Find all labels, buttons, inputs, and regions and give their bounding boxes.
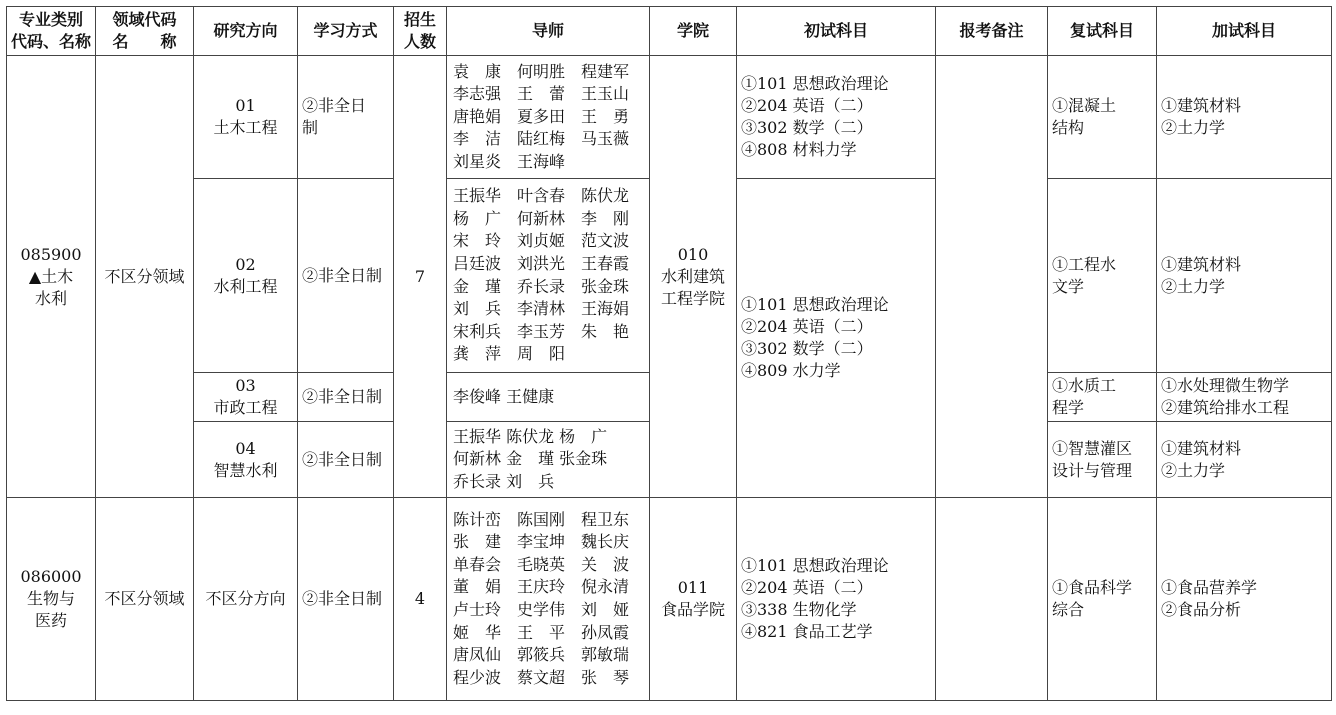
text-line: 招生	[403, 10, 436, 29]
text-line: 01	[235, 96, 256, 115]
text-line: ②非全日	[302, 96, 367, 115]
text-line: 董 娟 王庆玲 倪永清	[453, 577, 630, 597]
extra-cell	[1157, 422, 1332, 498]
text-line: 宋 玲 刘贞姬 范文波	[453, 231, 630, 251]
mode-cell	[298, 422, 394, 498]
text-line: 制	[302, 118, 319, 137]
text-line: ②204 英语（二）	[741, 578, 873, 597]
text-line: 专业类别	[18, 10, 83, 29]
text-line: 宋利兵 李玉芳 朱 艳	[453, 321, 630, 341]
text-line: 唐艳娟 夏多田 王 勇	[453, 106, 630, 126]
text-line: ②建筑给排水工程	[1161, 398, 1290, 417]
direction-cell	[194, 179, 298, 373]
exam2-cell	[1048, 498, 1157, 701]
extra-cell	[1157, 498, 1332, 701]
exam2-cell	[1048, 422, 1157, 498]
tutor-cell	[447, 422, 650, 498]
text-line: 杨 广 何新林 李 刚	[453, 208, 630, 228]
text-line: 程少波 蔡文超 张 琴	[453, 667, 630, 687]
mode-cell	[298, 56, 394, 179]
text-line: ②非全日制	[302, 387, 383, 406]
text-line: ②食品分析	[1161, 600, 1242, 619]
extra-cell	[1157, 56, 1332, 179]
text-line: 王振华 陈伏龙 杨 广	[453, 426, 608, 446]
direction-cell	[194, 422, 298, 498]
text-line: 吕廷波 刘洪光 王春霞	[453, 253, 630, 273]
text-line: ②非全日制	[302, 449, 383, 469]
text-line: ②204 英语（二）	[741, 96, 873, 115]
text-line: 刘 兵 李清林 王海娟	[453, 299, 630, 319]
table-row	[7, 498, 1332, 701]
remark-cell	[936, 498, 1048, 701]
text-line: ①混凝土	[1052, 96, 1117, 115]
text-line: 金 瑾 乔长录 张金珠	[453, 276, 630, 296]
text-line: 陈计峦 陈国刚 程卫东	[453, 509, 630, 529]
header-exam1: 初试科目	[737, 7, 936, 56]
text-line: ④808 材料力学	[741, 140, 857, 159]
tutor-cell	[447, 56, 650, 179]
header-college: 学院	[650, 7, 737, 56]
exam2-cell	[1048, 373, 1157, 422]
tutor-cell	[447, 498, 650, 701]
text-line: 04	[235, 438, 256, 458]
text-line: 文学	[1052, 276, 1085, 296]
mode-cell: ②非全日制	[298, 498, 394, 701]
text-line: ③302 数学（二）	[741, 118, 873, 137]
text-line: ▲土木	[28, 266, 74, 286]
text-line: ③338 生物化学	[741, 600, 857, 619]
quota-cell: 7	[394, 56, 447, 498]
remark-cell	[936, 56, 1048, 498]
text-line: 011	[677, 578, 709, 597]
text-line: ①智慧灌区	[1052, 438, 1133, 458]
text-line: 人数	[403, 32, 436, 51]
header-quota	[394, 7, 447, 56]
text-line: 02	[235, 254, 256, 274]
text-line: 智慧水利	[213, 460, 278, 480]
text-line: 水利建筑	[660, 266, 725, 286]
tutor-cell	[447, 179, 650, 373]
field-cell: 不区分领域	[96, 56, 194, 498]
text-line: 设计与管理	[1052, 460, 1133, 480]
text-line: 唐凤仙 郭筱兵 郭敏瑞	[453, 645, 630, 665]
exam1-cell	[737, 179, 936, 498]
header-row	[7, 7, 1332, 56]
text-line: 结构	[1052, 118, 1085, 137]
extra-cell	[1157, 179, 1332, 373]
text-line: 工程学院	[660, 288, 725, 308]
text-line: 食品学院	[660, 600, 725, 619]
header-remark: 报考备注	[936, 7, 1048, 56]
text-line: 市政工程	[213, 398, 278, 417]
text-line: ①101 思想政治理论	[741, 295, 889, 314]
text-line: 程学	[1052, 398, 1085, 417]
text-line: ①建筑材料	[1161, 254, 1242, 274]
direction-cell	[194, 56, 298, 179]
college-cell	[650, 498, 737, 701]
text-line: ②土力学	[1161, 276, 1226, 296]
direction-cell: 不区分方向	[194, 498, 298, 701]
text-line: 李俊峰 王健康	[453, 386, 555, 406]
header-field	[96, 7, 194, 56]
text-line: 乔长录 刘 兵	[453, 471, 555, 491]
text-line: 单春会 毛晓英 关 波	[453, 554, 630, 574]
text-line: ③302 数学（二）	[741, 339, 873, 358]
text-line: 03	[235, 376, 256, 395]
text-line: 李志强 王 蕾 王玉山	[453, 84, 630, 104]
text-line: 刘星炎 王海峰	[453, 151, 566, 171]
direction-cell	[194, 373, 298, 422]
text-line: ①工程水	[1052, 254, 1117, 274]
text-line: 领域代码	[112, 10, 177, 29]
mode-cell	[298, 373, 394, 422]
header-major	[7, 7, 96, 56]
text-line: 袁 康 何明胜 程建军	[453, 61, 630, 81]
text-line: 龚 萍 周 阳	[453, 344, 566, 364]
text-line: 土木工程	[213, 118, 278, 137]
header-mode: 学习方式	[298, 7, 394, 56]
text-line: ②非全日制	[302, 265, 383, 285]
exam2-cell	[1048, 179, 1157, 373]
text-line: ①101 思想政治理论	[741, 556, 889, 575]
header-direction: 研究方向	[194, 7, 298, 56]
text-line: 水利	[34, 288, 67, 308]
field-cell: 不区分领域	[96, 498, 194, 701]
exam1-cell	[737, 56, 936, 179]
text-line: ①水质工	[1052, 376, 1117, 395]
text-line: ④821 食品工艺学	[741, 622, 873, 641]
extra-cell	[1157, 373, 1332, 422]
text-line: ①建筑材料	[1161, 96, 1242, 115]
college-cell	[650, 56, 737, 498]
text-line: 医药	[34, 611, 67, 630]
tutor-cell	[447, 373, 650, 422]
text-line: ②土力学	[1161, 460, 1226, 480]
text-line: ①建筑材料	[1161, 438, 1242, 458]
major-cell	[7, 498, 96, 701]
header-exam2: 复试科目	[1048, 7, 1157, 56]
text-line: 代码、名称	[11, 32, 92, 51]
text-line: 姬 华 王 平 孙凤霞	[453, 622, 630, 642]
text-line: 水利工程	[213, 276, 278, 296]
major-cell	[7, 56, 96, 498]
quota-cell: 4	[394, 498, 447, 701]
text-line: 何新林 金 瑾 张金珠	[453, 449, 608, 469]
admissions-table	[6, 6, 1332, 701]
text-line: 王振华 叶含春 陈伏龙	[453, 186, 630, 206]
text-line: 张 建 李宝坤 魏长庆	[453, 532, 630, 552]
text-line: 010	[677, 244, 709, 264]
text-line: 李 洁 陆红梅 马玉薇	[453, 129, 630, 149]
text-line: 名 称	[112, 32, 177, 51]
exam2-cell	[1048, 56, 1157, 179]
text-line: 生物与	[26, 589, 75, 608]
text-line: ②土力学	[1161, 118, 1226, 137]
text-line: ①食品科学	[1052, 578, 1133, 597]
header-extra: 加试科目	[1157, 7, 1332, 56]
mode-cell	[298, 179, 394, 373]
text-line: 085900	[20, 244, 82, 264]
text-line: ①食品营养学	[1161, 578, 1258, 597]
text-line: ④809 水力学	[741, 361, 841, 380]
text-line: ①101 思想政治理论	[741, 74, 889, 93]
text-line: 卢士玲 史学伟 刘 娅	[453, 600, 630, 619]
text-line: 086000	[20, 567, 82, 586]
text-line: 综合	[1052, 600, 1085, 619]
text-line: ②204 英语（二）	[741, 317, 873, 336]
exam1-cell	[737, 498, 936, 701]
table-row	[7, 56, 1332, 179]
header-tutor: 导师	[447, 7, 650, 56]
text-line: ①水处理微生物学	[1161, 376, 1290, 395]
